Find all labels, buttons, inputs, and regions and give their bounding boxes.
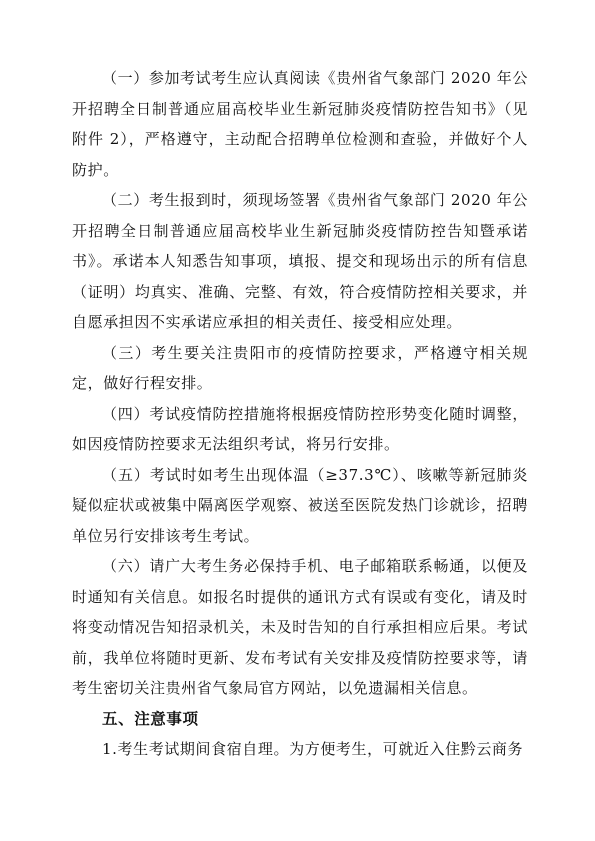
paragraph-6: （六）请广大考生务必保持手机、电子邮箱联系畅通，以便及时通知有关信息。如报名时提供的通讯方式有误或有变化，请及时将变动情况告知招录机关，未及时告知的自行承担相应后果。考试前，我单位将随时更新、发布考试有关安排及疫情防控要求等，请考生密切关注贵州省气象局官方网站，以免遗漏相关信息。	[72, 557, 528, 697]
paragraph-2: （二）考生报到时，须现场签署《贵州省气象部门 2020 年公开招聘全日制普通应届高校毕业生新冠肺炎疫情防控告知暨承诺书》。承诺本人知悉告知事项，填报、提交和现场出示的所有信息（证明）均真实、准确、完整、有效，符合疫情防控相关要求，并自愿承担因不实承诺应承担的相关责任、接受相应处理。	[72, 191, 528, 331]
document-body	[72, 63, 528, 765]
paragraph-3: （三）考生要关注贵阳市的疫情防控要求，严格遵守相关规定，做好行程安排。	[72, 343, 528, 392]
paragraph-5: （五）考试时如考生出现体温（≥37.3℃）、咳嗽等新冠肺炎疑似症状或被集中隔离医学观察、被送至医院发热门诊就诊，招聘单位另行安排该考生考试。	[72, 465, 528, 545]
paragraph-1: （一）参加考试考生应认真阅读《贵州省气象部门 2020 年公开招聘全日制普通应届高校毕业生新冠肺炎疫情防控告知书》（见附件 2），严格遵守，主动配合招聘单位检测和查验，并做好个人防护。	[72, 69, 528, 179]
paragraph-final: 1.考生考试期间食宿自理。为方便考生，可就近入住黔云商务	[102, 740, 524, 758]
paragraph-4: （四）考试疫情防控措施将根据疫情防控形势变化随时调整，如因疫情防控要求无法组织考试，将另行安排。	[72, 404, 528, 453]
section-heading: 五、注意事项	[102, 709, 199, 728]
